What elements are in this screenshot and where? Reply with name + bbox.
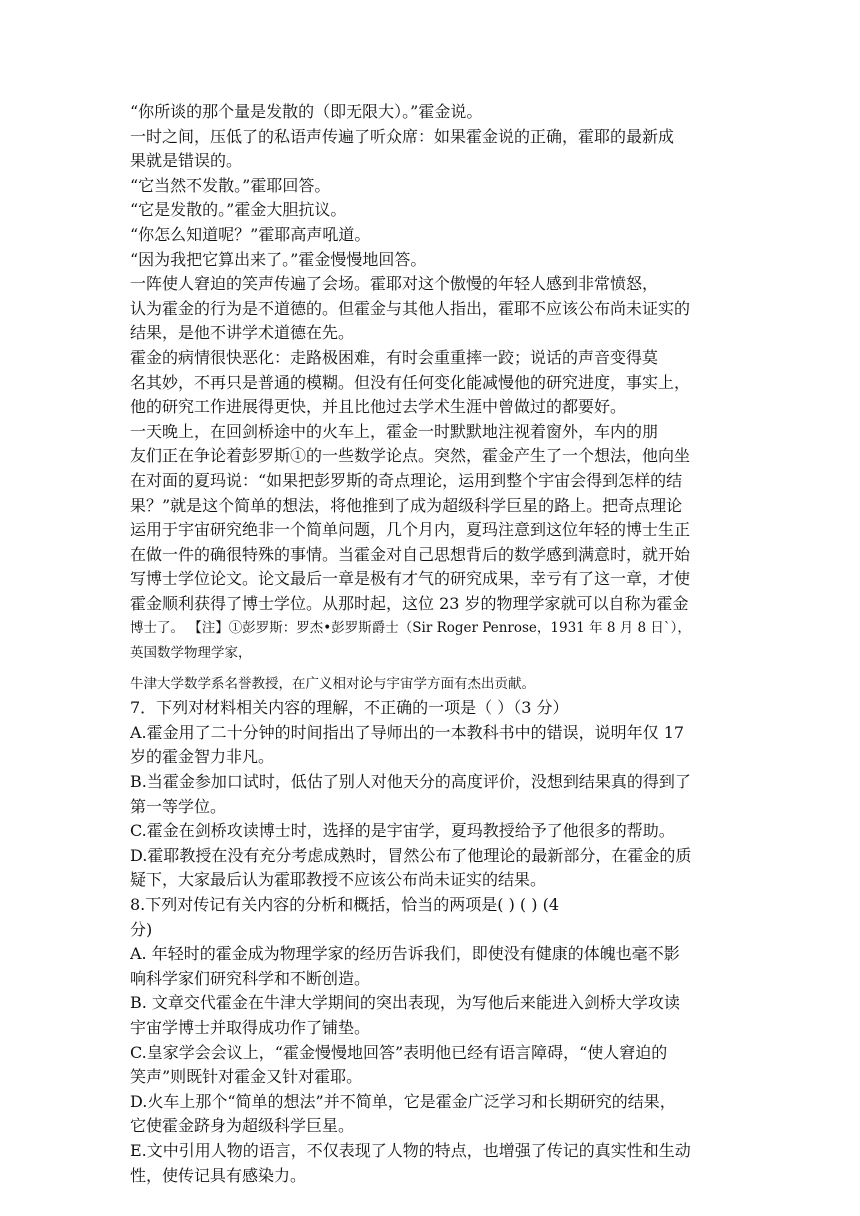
footnote-line: 牛津大学数学系名誉教授，在广义相对论与宇宙学方面有杰出贡献。 (130, 675, 535, 692)
text-line: 一天晚上，在回剑桥途中的火车上，霍金一时默默地注视着窗外，车内的朋 (130, 421, 659, 441)
text-line: “你怎么知道呢？”霍耶高声吼道。 (130, 224, 371, 244)
text-line: A. 年轻时的霍金成为物理学家的经历告诉我们，即使没有健康的体魄也毫不影 (130, 944, 680, 964)
text-line: “因为我把它算出来了。”霍金慢慢地回答。 (130, 249, 427, 269)
text-line: 8.下列对传记有关内容的分析和概括，恰当的两项是( ) ( ) (4 (130, 895, 560, 914)
text-line: 名其妙，不再只是普通的模糊。但没有任何变化能减慢他的研究进度，事实上， (130, 372, 691, 392)
text-line: “你所谈的那个量是发散的（即无限大）。”霍金说。 (130, 102, 483, 121)
text-line: 分) (130, 919, 153, 939)
text-line: “它是发散的。”霍金大胆抗议。 (130, 200, 347, 220)
text-line: 一阵使人窘迫的笑声传遍了会场。霍耶对这个傲慢的年轻人感到非常愤怒， (130, 274, 659, 294)
text-line: 7．下列对材料相关内容的理解，不正确的一项是（ ）（3 分） (130, 698, 569, 718)
text-line: 第一等学位。 (130, 796, 227, 816)
document-body (130, 100, 734, 1188)
text-line: E.文中引用人物的语言，不仅表现了人物的特点，也增强了传记的真实性和生动 (130, 1140, 691, 1160)
text-line: B. 文章交代霍金在牛津大学期间的突出表现，为写他后来能进入剑桥大学攻读 (130, 993, 680, 1013)
text-line: 果就是错误的。 (130, 151, 243, 171)
text-line: B.当霍金参加口试时，低估了别人对他天分的高度评价，没想到结果真的得到了 (130, 772, 691, 792)
footnote-line: 英国数学物理学家， (130, 645, 252, 662)
text-line: 在对面的夏玛说：“如果把彭罗斯的奇点理论，运用到整个宇宙会得到怎样的结 (130, 470, 683, 490)
text-line: C.皇家学会会议上，“霍金慢慢地回答”表明他已经有语言障碍，“使人窘迫的 (130, 1042, 668, 1062)
text-line: 果？”就是这个简单的想法，将他推到了成为超级科学巨星的路上。把奇点理论 (130, 495, 683, 515)
text-line: 它使霍金跻身为超级科学巨星。 (130, 1116, 355, 1136)
text-line: 他的研究工作进展得更快，并且比他过去学术生涯中曾做过的都要好。 (130, 397, 627, 417)
text-line: 响科学家们研究科学和不断创造。 (130, 968, 371, 988)
text-line: 笑声”则既针对霍金又针对霍耶。 (130, 1067, 363, 1087)
text-line: 运用于宇宙研究绝非一个简单问题，几个月内，夏玛注意到这位年轻的博士生正 (130, 520, 691, 540)
text-line: 性，使传记具有感染力。 (130, 1165, 307, 1185)
text-line: 友们正在争论着彭罗斯①的一些数学论点。突然，霍金产生了一个想法，他向坐 (130, 446, 691, 466)
text-line: 霍金的病情很快恶化：走路极困难，有时会重重摔一跤；说话的声音变得莫 (130, 347, 659, 367)
text-line: 写博士学位论文。论文最后一章是极有才气的研究成果，幸亏有了这一章，才使 (130, 569, 691, 589)
text-line: 疑下，大家最后认为霍耶教授不应该公布尚未证实的结果。 (130, 870, 547, 890)
text-line: 在做一件的确很特殊的事情。当霍金对自己思想背后的数学感到满意时，就开始 (130, 544, 691, 564)
footnote-line: 博士了。 【注】①彭罗斯：罗杰•彭罗斯爵士（Sir Roger Penrose，1931 年 8 月 8 日`）， (130, 620, 691, 637)
text-line: A.霍金用了二十分钟的时间指出了导师出的一本教科书中的错误，说明年仅 17 (130, 722, 685, 742)
text-line: C.霍金在剑桥攻读博士时，选择的是宇宙学，夏玛教授给予了他很多的帮助。 (130, 821, 675, 841)
text-line: 结果，是他不讲学术道德在先。 (130, 323, 355, 343)
text-line: 一时之间，压低了的私语声传遍了听众席：如果霍金说的正确，霍耶的最新成 (130, 126, 675, 146)
text-line: 认为霍金的行为是不道德的。但霍金与其他人指出，霍耶不应该公布尚未证实的 (130, 298, 691, 318)
text-line: 宇宙学博士并取得成功作了铺垫。 (130, 1017, 371, 1037)
text-line: D.霍耶教授在没有充分考虑成熟时，冒然公布了他理论的最新部分，在霍金的质 (130, 845, 692, 865)
text-line: 岁的霍金智力非凡。 (130, 747, 275, 767)
text-line: 霍金顺利获得了博士学位。从那时起，这位 23 岁的物理学家就可以自称为霍金 (130, 593, 689, 613)
text-line: “它当然不发散。”霍耶回答。 (130, 175, 331, 195)
text-line: D.火车上那个“简单的想法”并不简单，它是霍金广泛学习和长期研究的结果， (130, 1091, 676, 1111)
